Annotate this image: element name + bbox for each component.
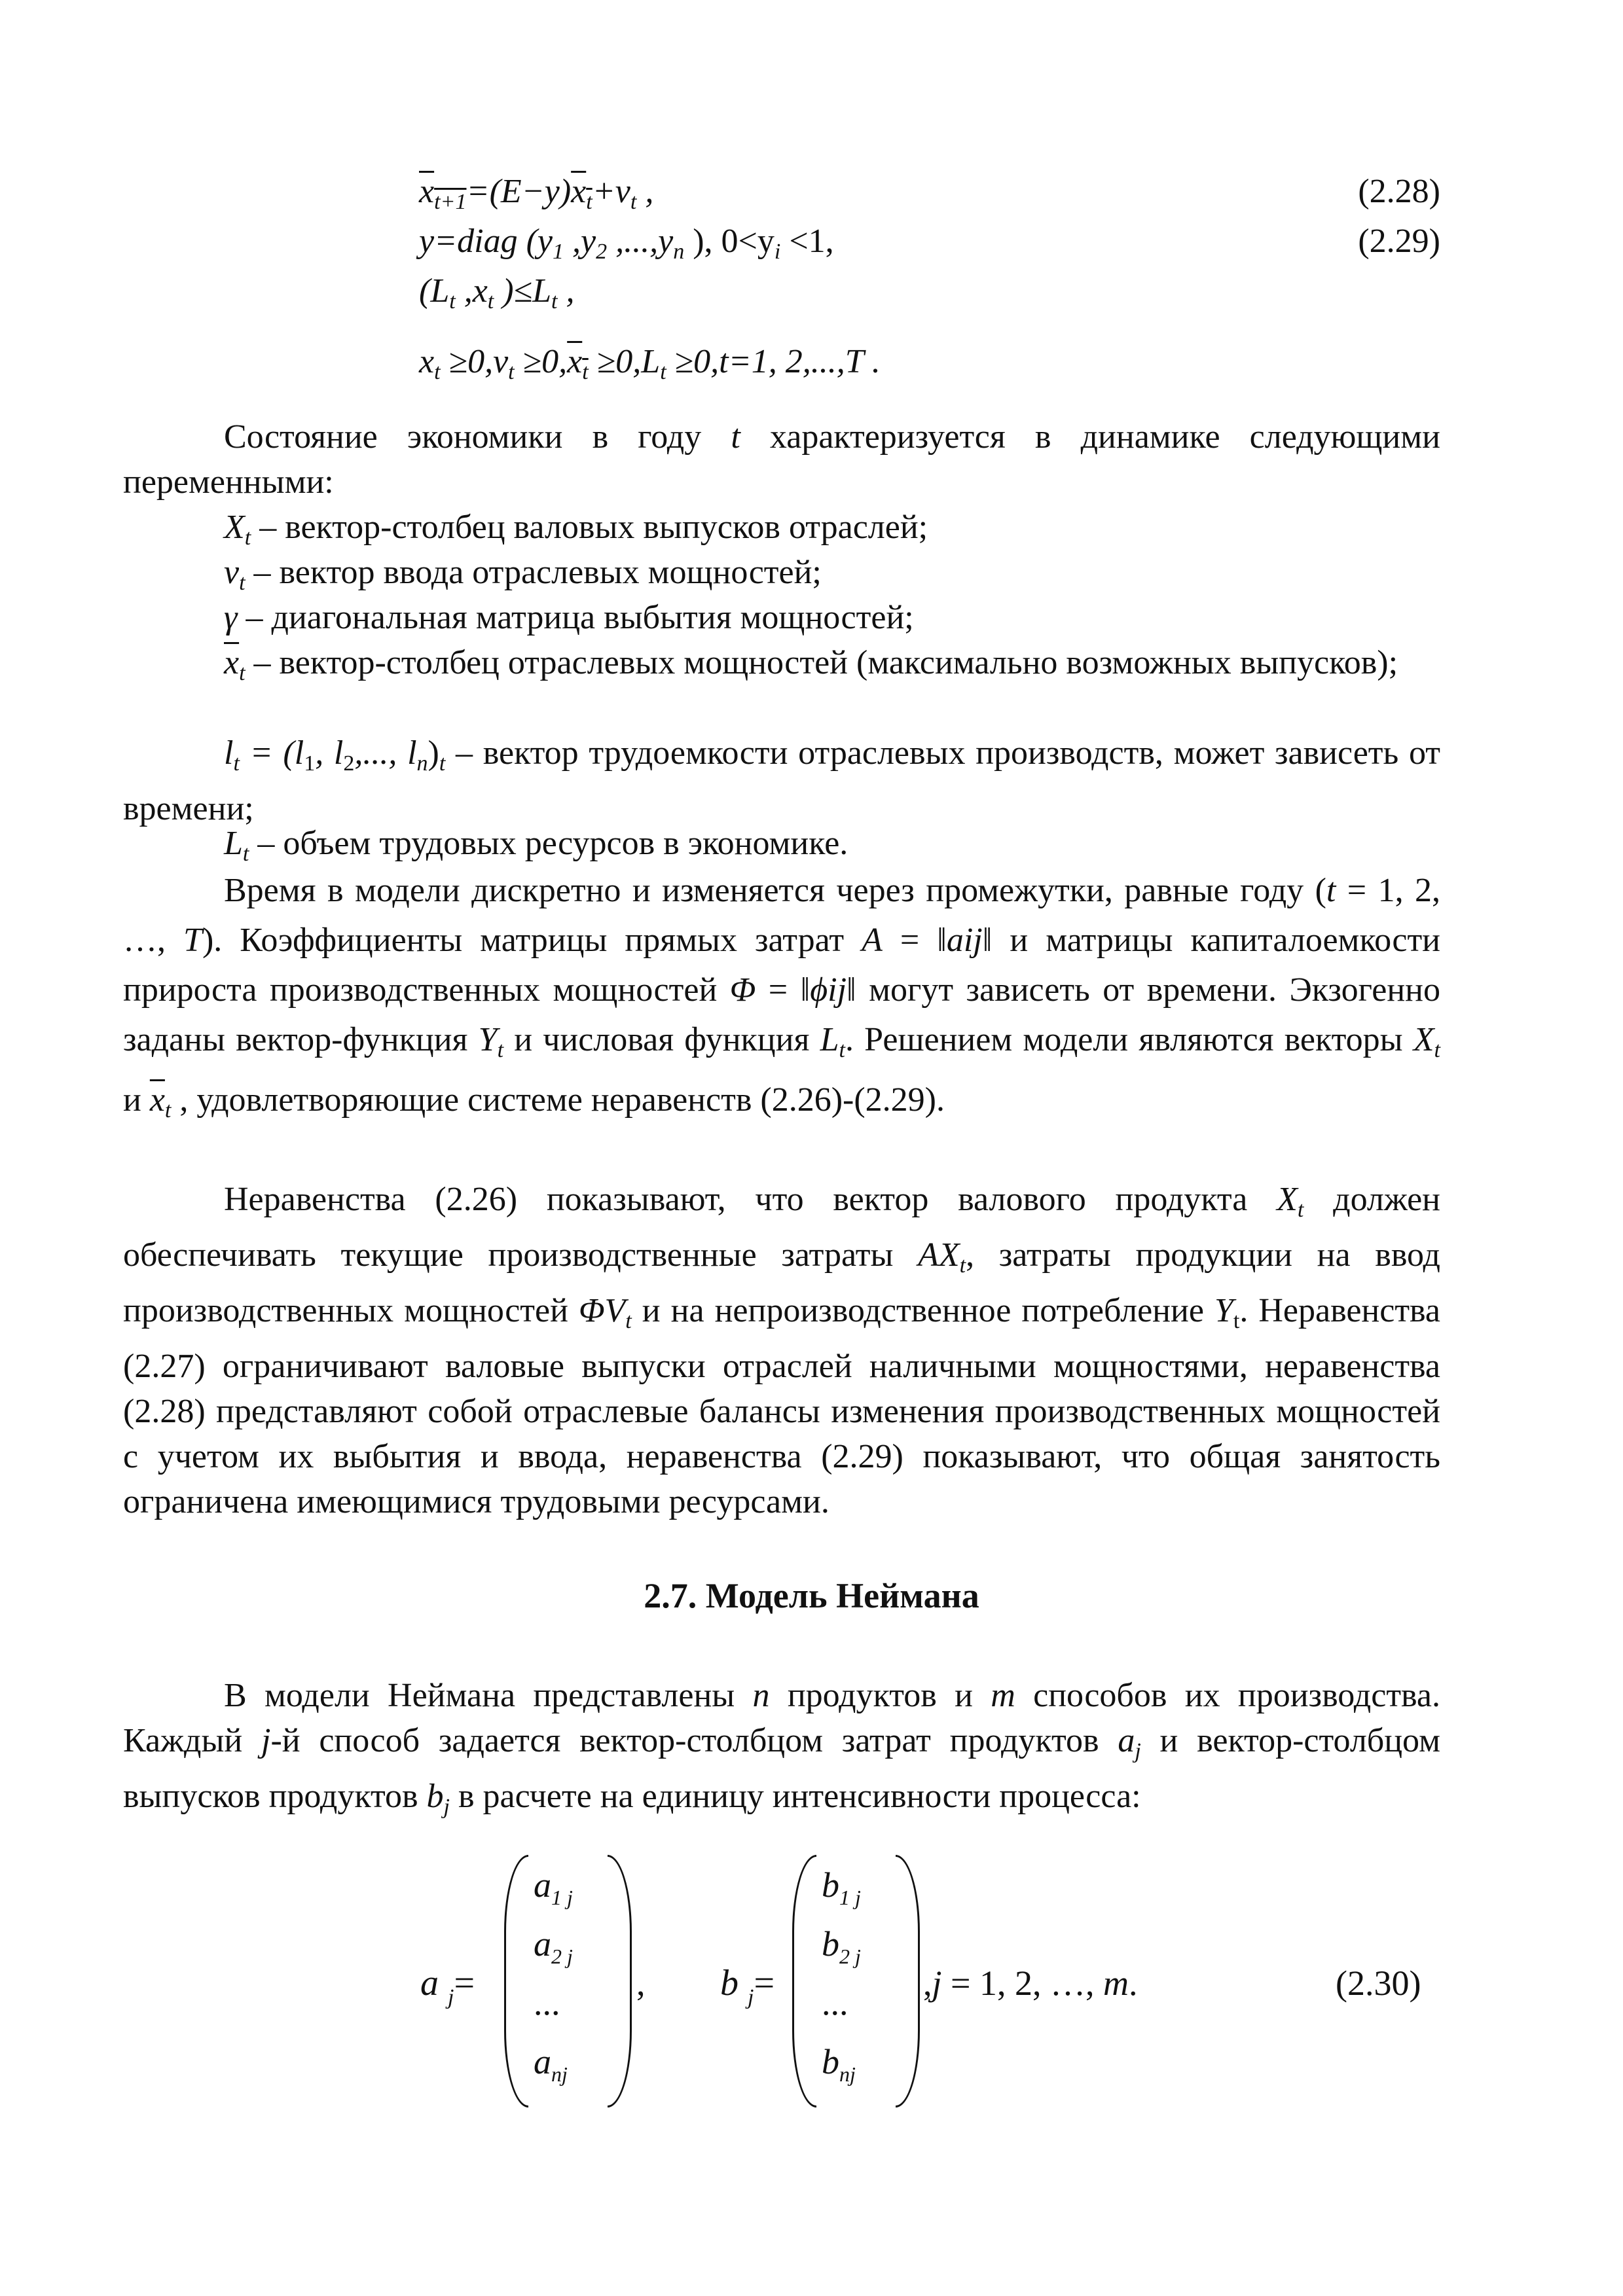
vector-a-entry: $a_{2 j}$ [534, 1924, 573, 1968]
equation-number: (2.28) [1358, 173, 1440, 210]
formula-2-29: y=diag ($y_1$ $,y_2$ $,...,y_n$ ), $0<y_i <1$, (2.29) [419, 219, 1440, 264]
vector-b-entry: $b_{nj}$ [822, 2042, 856, 2086]
paragraph-inequalities: Неравенства (2.26) показывают, что вектор валового продукта $X_t$ должен обеспечивать текущие производственные затраты $AX_t$, затраты продукции на ввод производственных мощностей $\Phi V_t$ и на непроизводственное потребление $Y_t$. Неравенства (2.27) ограничивают валовые выпуски отраслей наличными мощностями, неравенства (2.28) представляют собой отраслевые балансы изменения производственных мощностей с учетом их выбытия и ввода, неравенства (2.29) показывают, что общая занятость ограничена имеющимися трудовыми ресурсами. [123, 1181, 1440, 1520]
vector-b-label: b $_j$= [720, 1963, 775, 2009]
vector-a-label: a $_j$= [420, 1963, 475, 2009]
definition-capacity-input: $v_t$ – вектор ввода отраслевых мощностей; [224, 554, 822, 595]
left-paren [792, 1855, 816, 2108]
vector-a-entry: $a_{1 j}$ [534, 1865, 573, 1909]
definition-retirement-matrix: γ – диагональная матрица выбытия мощностей; [224, 599, 914, 636]
vector-b-entry: ... [822, 1983, 848, 2022]
formula-nonnegativity: $x_t \ge 0,v_t \ge 0,x_t \ge 0,L_t \ge 0,t=1$, 2,...,T . [419, 343, 881, 384]
vector-b-entry: $b_{1 j}$ [822, 1865, 861, 1909]
separator-comma: , [636, 1964, 646, 2003]
vector-a-entry: ... [534, 1983, 560, 2022]
definition-gross-output: $X_t$ – вектор-столбец валовых выпусков отраслей; [224, 509, 928, 550]
equation-number: (2.30) [1336, 1964, 1421, 2003]
right-paren [608, 1855, 632, 2108]
paragraph-model-time: Время в модели дискретно и изменяется через промежутки, равные году (t = 1, 2, …, T). Коэффициенты матрицы прямых затрат A = ‖aij‖ и матрицы капиталоемкости прироста производственных мощностей Φ = ‖ϕij‖ могут зависеть от времени. Экзогенно заданы вектор-функция $Y_t$ и числовая функция $L_t$. Решением модели являются векторы $X_t$ и $\overline{x}_t$ , удовлетворяющие системе неравенств (2.26)-(2.29). [123, 872, 1440, 1122]
vector-b-entry: $b_{2 j}$ [822, 1924, 861, 1968]
vector-a-entry: $a_{nj}$ [534, 2042, 568, 2086]
index-range: ,j = 1, 2, …, m. [923, 1964, 1138, 2003]
paragraph-neumann-intro: В модели Неймана представлены n продуктов и m способов их производства. Каждый j-й способ задается вектор-столбцом затрат продуктов $a_j$ и вектор-столбцом выпусков продуктов $b_j$ в расчете на единицу интенсивности процесса: [123, 1677, 1440, 1819]
formula-2-28: $x_{t+1}=(E-y)x_t+v_t$ , (2.28) [419, 169, 1440, 215]
formula-lhs: $x_{t+1}$ [419, 173, 467, 214]
right-paren [896, 1855, 920, 2108]
definition-labor-resources: $L_t$ – объем трудовых ресурсов в экономике. [224, 825, 848, 866]
formula-labor-constraint: ($L_t$ $,x_t$ )$\le L_t$ , [419, 272, 575, 314]
section-heading: 2.7. Модель Неймана [644, 1576, 979, 1615]
definition-capacity-vector: $\overline{x}_t$ – вектор-столбец отраслевых мощностей (максимально возможных выпусков); [224, 644, 1398, 685]
vector-formula-2-30 [0, 1852, 1623, 2114]
definition-labor-intensity: $l_t = (l_1$, $l_2$,..., $l_n)_t$ – вектор трудоемкости отраслевых производств, может зависеть от времени; [123, 734, 1440, 827]
formula-capacity: $x_t$ [571, 173, 593, 214]
paragraph-state-intro: Состояние экономики в году t характеризуется в динамике следующими переменными: [123, 418, 1440, 501]
left-paren [504, 1855, 528, 2108]
equation-number: (2.29) [1358, 223, 1440, 260]
